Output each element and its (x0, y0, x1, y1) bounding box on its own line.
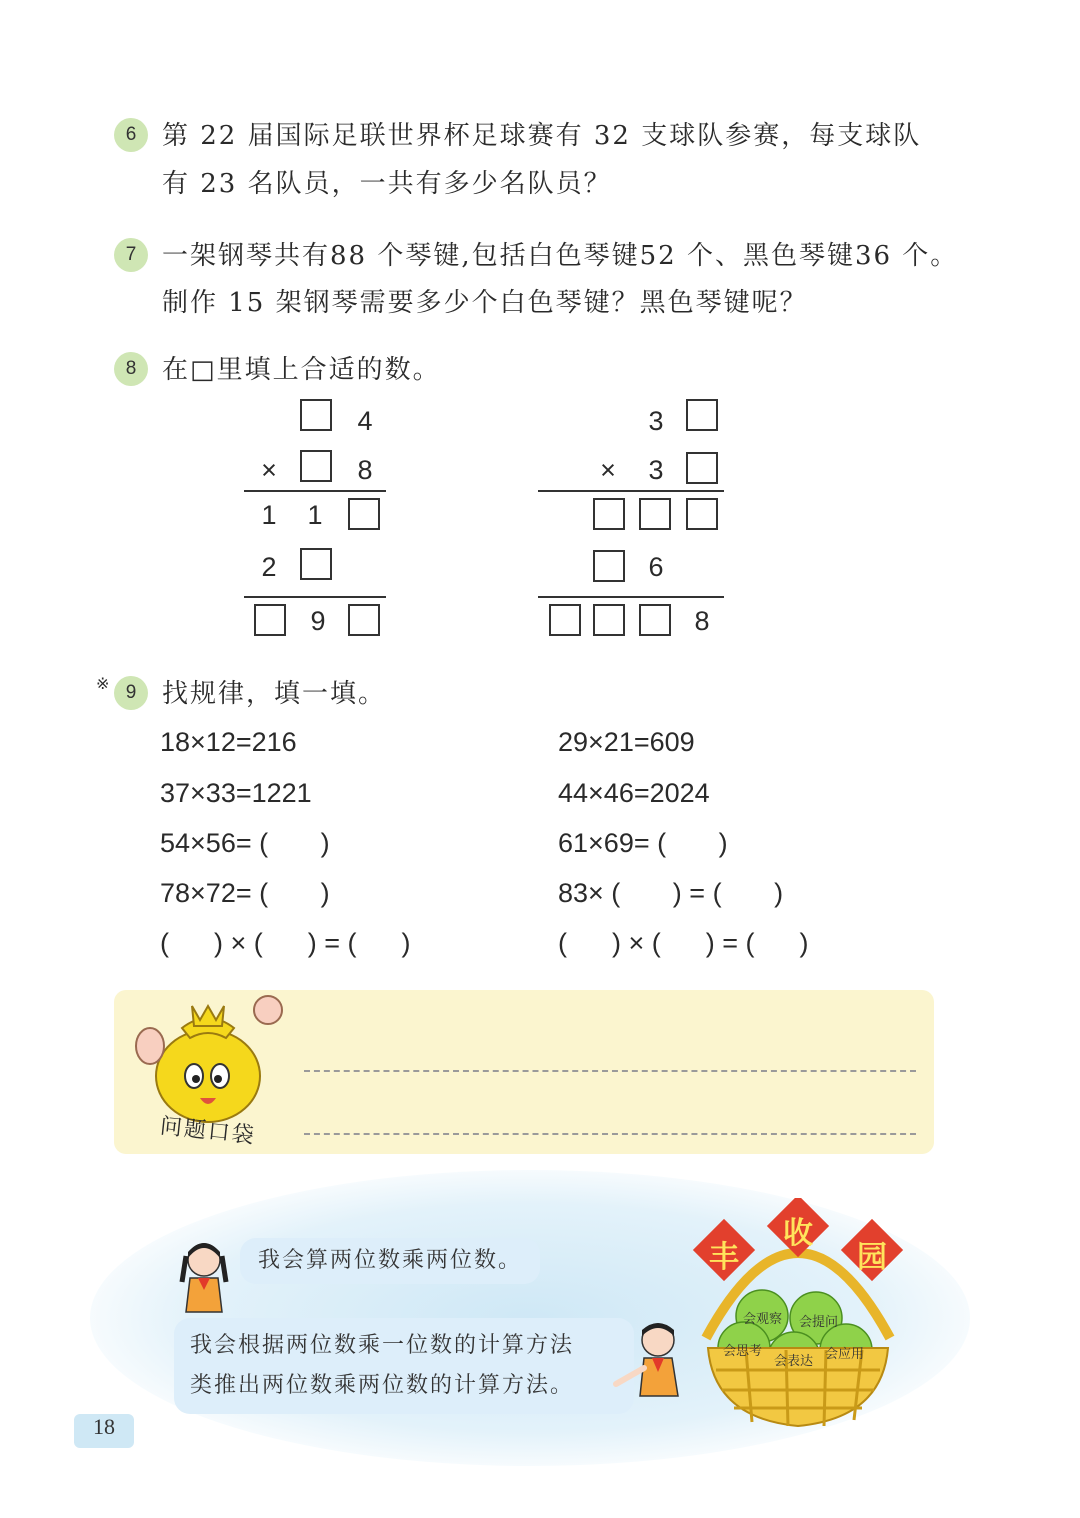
digit: 6 (648, 552, 664, 582)
apple-label: 会思考 (723, 1343, 763, 1358)
pattern-equation: 29×21=609 (558, 727, 695, 757)
pattern-equation: 61×69= ( ) (558, 828, 728, 858)
pattern-equation: 78×72= ( ) (160, 878, 330, 908)
blank-box[interactable] (300, 450, 332, 482)
divider-line (244, 490, 386, 492)
extension-mark: ※ (96, 674, 110, 693)
question-pocket-panel (114, 990, 934, 1154)
digit: 8 (357, 455, 373, 485)
question-8-text: 在□里填上合适的数。 (162, 355, 441, 385)
question-6-line-1: 第 22 届国际足联世界杯足球赛有 32 支球队参赛，每支球队 (162, 121, 922, 151)
pattern-equation: ( ) × ( ) = ( ) (558, 928, 809, 958)
blank-box[interactable] (348, 604, 380, 636)
answer-line[interactable] (304, 1070, 916, 1072)
pattern-equation: 37×33=1221 (160, 778, 312, 808)
harvest-sign-char: 丰 (709, 1240, 739, 1275)
divider-line (538, 490, 724, 492)
boy-speech-line-1: 我会根据两位数乘一位数的计算方法 (190, 1333, 575, 1358)
apple-label: 会表达 (774, 1353, 814, 1368)
harvest-sign-char: 园 (857, 1240, 887, 1275)
boy-character-icon (610, 1318, 690, 1398)
digit: 9 (310, 606, 326, 636)
pocket-label: 问题口袋 (158, 1114, 257, 1149)
pattern-equation: 83× ( ) = ( ) (558, 878, 784, 908)
question-number-9: 9 (114, 676, 148, 710)
pattern-equation: 18×12=216 (160, 727, 297, 757)
blank-box[interactable] (686, 399, 718, 431)
girl-speech-bubble: 我会算两位数乘两位数。 (240, 1238, 540, 1284)
pattern-equation: 44×46=2024 (558, 778, 710, 808)
blank-box[interactable] (593, 604, 625, 636)
page-number: 18 (74, 1414, 134, 1448)
pattern-equation: ( ) × ( ) = ( ) (160, 928, 411, 958)
question-7-line-1: 一架钢琴共有88 个琴键,包括白色琴键52 个、黑色琴键36 个。 (162, 241, 959, 271)
blank-box[interactable] (686, 452, 718, 484)
boy-speech-line-2: 类推出两位数乘两位数的计算方法。 (190, 1373, 575, 1398)
apple-label: 会提问 (799, 1314, 839, 1329)
divider-line (538, 596, 724, 598)
digit: 1 (307, 500, 323, 530)
blank-box[interactable] (348, 498, 380, 530)
pocket-mascot-icon (122, 988, 292, 1128)
blank-box[interactable] (639, 604, 671, 636)
blank-box[interactable] (549, 604, 581, 636)
question-number-8: 8 (114, 352, 148, 386)
apple-label: 会应用 (825, 1346, 865, 1361)
girl-character-icon (176, 1238, 236, 1314)
question-9-text: 找规律，填一填。 (162, 679, 387, 709)
divider-line (244, 596, 386, 598)
blank-box[interactable] (686, 498, 718, 530)
question-number-7: 7 (114, 238, 148, 272)
question-number-6: 6 (114, 118, 148, 152)
question-7-line-2: 制作 15 架钢琴需要多少个白色琴键？黑色琴键呢？ (162, 288, 808, 318)
blank-box[interactable] (300, 548, 332, 580)
digit: 2 (261, 552, 277, 582)
digit: 3 (648, 406, 664, 436)
answer-line[interactable] (304, 1133, 916, 1135)
boy-speech-bubble (174, 1318, 634, 1414)
pattern-equation: 54×56= ( ) (160, 828, 330, 858)
digit: 8 (694, 606, 710, 636)
times-sign: × (600, 455, 616, 485)
blank-box[interactable] (593, 550, 625, 582)
apple-label: 会观察 (743, 1311, 783, 1326)
harvest-sign-char: 收 (783, 1216, 813, 1251)
digit: 1 (261, 500, 277, 530)
digit: 4 (357, 406, 373, 436)
blank-box[interactable] (593, 498, 625, 530)
blank-box[interactable] (254, 604, 286, 636)
blank-box[interactable] (639, 498, 671, 530)
blank-box[interactable] (300, 399, 332, 431)
digit: 3 (648, 455, 664, 485)
question-6-line-2: 有 23 名队员，一共有多少名队员？ (162, 169, 612, 199)
times-sign: × (261, 455, 277, 485)
